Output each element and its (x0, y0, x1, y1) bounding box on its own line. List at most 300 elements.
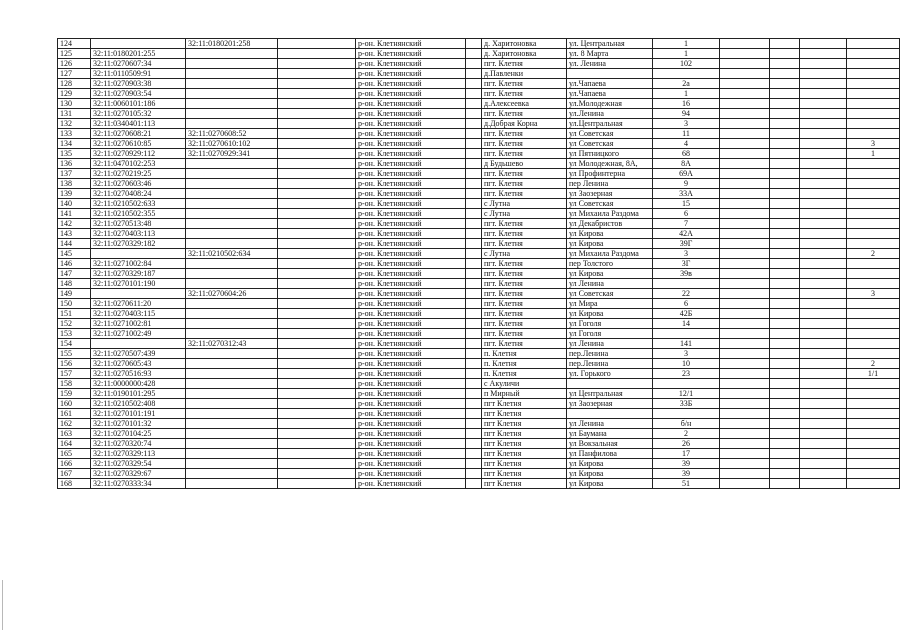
house-number-cell: 1 (653, 49, 720, 59)
district-cell: р-он. Клетнянский (356, 209, 466, 219)
apartment-count-cell (847, 69, 900, 79)
apartment-count-cell (847, 299, 900, 309)
apartment-count-cell (847, 379, 900, 389)
table-row (58, 409, 900, 419)
extra-col-3-cell (800, 79, 847, 89)
house-number-cell: 6 (653, 299, 720, 309)
extra-col-1-cell (720, 269, 770, 279)
street-cell: ул Гоголя (567, 329, 653, 339)
district-cell: р-он. Клетнянский (356, 149, 466, 159)
house-number-cell: 33А (653, 189, 720, 199)
row-number-cell: 126 (58, 59, 91, 69)
settlement-cell: пгт. Клетня (482, 239, 567, 249)
extra-col-2-cell (770, 319, 800, 329)
settlement-cell: д.Алексеевка (482, 99, 567, 109)
extra-col-3-cell (800, 429, 847, 439)
table-row (58, 359, 900, 369)
apartment-count-cell (847, 459, 900, 469)
settlement-cell: пгт. Клетня (482, 299, 567, 309)
extra-col-3-cell (800, 149, 847, 159)
extra-col-2-cell (770, 109, 800, 119)
blank-col-cell (278, 149, 356, 159)
blank-col-cell (278, 319, 356, 329)
house-number-cell: 2 (653, 429, 720, 439)
house-number-cell: 1 (653, 39, 720, 49)
extra-col-3-cell (800, 39, 847, 49)
settlement-cell: пгт. Клетня (482, 339, 567, 349)
table-row (58, 389, 900, 399)
blank-col-2-cell (466, 409, 482, 419)
district-cell: р-он. Клетнянский (356, 249, 466, 259)
house-number-cell: 42Б (653, 309, 720, 319)
cadastral-number-cell: 32:11:0271002:84 (91, 259, 186, 269)
row-number-cell: 129 (58, 89, 91, 99)
row-number-cell: 138 (58, 179, 91, 189)
house-number-cell: 33Б (653, 399, 720, 409)
blank-col-2-cell (466, 199, 482, 209)
apartment-count-cell (847, 89, 900, 99)
row-number-cell: 168 (58, 479, 91, 489)
extra-col-3-cell (800, 259, 847, 269)
extra-col-2-cell (770, 459, 800, 469)
table-row (58, 199, 900, 209)
district-cell: р-он. Клетнянский (356, 439, 466, 449)
settlement-cell: пгт. Клетня (482, 89, 567, 99)
extra-col-1-cell (720, 259, 770, 269)
apartment-count-cell (847, 439, 900, 449)
street-cell: ул. Горького (567, 369, 653, 379)
house-number-cell: 69А (653, 169, 720, 179)
extra-col-2-cell (770, 449, 800, 459)
table-row (58, 319, 900, 329)
settlement-cell: пгт. Клетня (482, 179, 567, 189)
row-number-cell: 139 (58, 189, 91, 199)
extra-col-2-cell (770, 309, 800, 319)
table-body (58, 39, 900, 489)
street-cell: ул Ленина (567, 279, 653, 289)
house-number-cell (653, 329, 720, 339)
blank-col-cell (278, 229, 356, 239)
cadastral-number-2-cell (186, 269, 278, 279)
apartment-count-cell (847, 349, 900, 359)
table-row (58, 49, 900, 59)
blank-col-cell (278, 139, 356, 149)
street-cell: ул Мира (567, 299, 653, 309)
apartment-count-cell: 2 (847, 359, 900, 369)
settlement-cell: пгт. Клетня (482, 329, 567, 339)
cadastral-number-2-cell (186, 429, 278, 439)
settlement-cell: пгт Клетня (482, 449, 567, 459)
house-number-cell: 4 (653, 139, 720, 149)
apartment-count-cell (847, 219, 900, 229)
street-cell: ул Молодежная, 8А, (567, 159, 653, 169)
district-cell: р-он. Клетнянский (356, 239, 466, 249)
extra-col-2-cell (770, 209, 800, 219)
blank-col-2-cell (466, 399, 482, 409)
cadastral-number-cell: 32:11:0270929:112 (91, 149, 186, 159)
cadastral-number-cell: 32:11:0270605:43 (91, 359, 186, 369)
apartment-count-cell (847, 329, 900, 339)
extra-col-3-cell (800, 329, 847, 339)
cadastral-number-cell: 32:11:0270903:54 (91, 89, 186, 99)
cadastral-number-2-cell (186, 459, 278, 469)
house-number-cell: 15 (653, 199, 720, 209)
row-number-cell: 167 (58, 469, 91, 479)
extra-col-2-cell (770, 219, 800, 229)
table-row (58, 469, 900, 479)
extra-col-2-cell (770, 339, 800, 349)
extra-col-3-cell (800, 279, 847, 289)
settlement-cell: пгт Клетня (482, 419, 567, 429)
extra-col-3-cell (800, 369, 847, 379)
street-cell: ул Панфилова (567, 449, 653, 459)
property-table (57, 38, 900, 489)
extra-col-2-cell (770, 129, 800, 139)
cadastral-number-cell: 32:11:0470102:253 (91, 159, 186, 169)
cadastral-number-2-cell (186, 369, 278, 379)
cadastral-number-2-cell: 32:11:0180201:258 (186, 39, 278, 49)
extra-col-2-cell (770, 469, 800, 479)
extra-col-1-cell (720, 199, 770, 209)
house-number-cell: 42А (653, 229, 720, 239)
blank-col-2-cell (466, 469, 482, 479)
settlement-cell: пгт. Клетня (482, 129, 567, 139)
street-cell: ул.Центральная (567, 119, 653, 129)
table-row (58, 439, 900, 449)
street-cell: ул Заозерная (567, 189, 653, 199)
scan-edge-mark (2, 580, 3, 630)
cadastral-number-cell: 32:11:0270329:67 (91, 469, 186, 479)
house-number-cell: 16 (653, 99, 720, 109)
row-number-cell: 140 (58, 199, 91, 209)
cadastral-number-2-cell (186, 109, 278, 119)
cadastral-number-cell: 32:11:0210502:633 (91, 199, 186, 209)
table-row (58, 79, 900, 89)
house-number-cell: 39 (653, 469, 720, 479)
house-number-cell: 39Г (653, 239, 720, 249)
extra-col-1-cell (720, 119, 770, 129)
blank-col-cell (278, 289, 356, 299)
house-number-cell: 3 (653, 349, 720, 359)
blank-col-2-cell (466, 119, 482, 129)
house-number-cell: 23 (653, 369, 720, 379)
district-cell: р-он. Клетнянский (356, 409, 466, 419)
settlement-cell: пгт. Клетня (482, 259, 567, 269)
apartment-count-cell (847, 319, 900, 329)
row-number-cell: 153 (58, 329, 91, 339)
table-row (58, 39, 900, 49)
cadastral-number-cell: 32:11:0270903:38 (91, 79, 186, 89)
table-row (58, 339, 900, 349)
blank-col-cell (278, 419, 356, 429)
blank-col-cell (278, 129, 356, 139)
blank-col-cell (278, 159, 356, 169)
extra-col-1-cell (720, 319, 770, 329)
table-row (58, 369, 900, 379)
apartment-count-cell (847, 199, 900, 209)
cadastral-number-cell: 32:11:0180201:255 (91, 49, 186, 59)
apartment-count-cell (847, 429, 900, 439)
blank-col-cell (278, 209, 356, 219)
settlement-cell: пгт. Клетня (482, 289, 567, 299)
blank-col-cell (278, 329, 356, 339)
cadastral-number-cell: 32:11:0270607:34 (91, 59, 186, 69)
extra-col-2-cell (770, 389, 800, 399)
extra-col-3-cell (800, 349, 847, 359)
cadastral-number-2-cell: 32:11:0270604:26 (186, 289, 278, 299)
settlement-cell: пгт. Клетня (482, 229, 567, 239)
settlement-cell: пгт. Клетня (482, 149, 567, 159)
blank-col-cell (278, 399, 356, 409)
street-cell: ул.Ленина (567, 109, 653, 119)
extra-col-1-cell (720, 449, 770, 459)
extra-col-1-cell (720, 59, 770, 69)
cadastral-number-cell: 32:11:0271002:81 (91, 319, 186, 329)
table-row (58, 299, 900, 309)
cadastral-number-2-cell (186, 469, 278, 479)
extra-col-3-cell (800, 419, 847, 429)
row-number-cell: 128 (58, 79, 91, 89)
apartment-count-cell (847, 399, 900, 409)
row-number-cell: 149 (58, 289, 91, 299)
house-number-cell: 7 (653, 219, 720, 229)
table-row (58, 179, 900, 189)
extra-col-1-cell (720, 89, 770, 99)
row-number-cell: 146 (58, 259, 91, 269)
house-number-cell (653, 279, 720, 289)
cadastral-number-cell: 32:11:0270403:113 (91, 229, 186, 239)
blank-col-2-cell (466, 439, 482, 449)
extra-col-1-cell (720, 239, 770, 249)
table-row (58, 289, 900, 299)
extra-col-1-cell (720, 299, 770, 309)
cadastral-number-2-cell (186, 49, 278, 59)
house-number-cell: 68 (653, 149, 720, 159)
extra-col-3-cell (800, 299, 847, 309)
street-cell: ул. Центральная (567, 39, 653, 49)
cadastral-number-cell: 32:11:0270329:113 (91, 449, 186, 459)
house-number-cell: 3 (653, 249, 720, 259)
cadastral-number-2-cell (186, 189, 278, 199)
street-cell: ул Кирова (567, 309, 653, 319)
table-row (58, 329, 900, 339)
table-row (58, 279, 900, 289)
row-number-cell: 141 (58, 209, 91, 219)
row-number-cell: 125 (58, 49, 91, 59)
table-row (58, 459, 900, 469)
extra-col-1-cell (720, 139, 770, 149)
settlement-cell: д. Харитоновка (482, 49, 567, 59)
table-row (58, 219, 900, 229)
row-number-cell: 166 (58, 459, 91, 469)
district-cell: р-он. Клетнянский (356, 429, 466, 439)
blank-col-cell (278, 189, 356, 199)
apartment-count-cell (847, 409, 900, 419)
street-cell: пер Толстого (567, 259, 653, 269)
cadastral-number-cell: 32:11:0270329:182 (91, 239, 186, 249)
street-cell: ул Михаила Раздома (567, 249, 653, 259)
extra-col-2-cell (770, 369, 800, 379)
extra-col-1-cell (720, 249, 770, 259)
cadastral-number-2-cell (186, 199, 278, 209)
district-cell: р-он. Клетнянский (356, 59, 466, 69)
extra-col-3-cell (800, 219, 847, 229)
cadastral-number-cell: 32:11:0270611:20 (91, 299, 186, 309)
table-row (58, 99, 900, 109)
street-cell: ул Кирова (567, 469, 653, 479)
cadastral-number-cell (91, 289, 186, 299)
street-cell: ул Пятницкого (567, 149, 653, 159)
blank-col-cell (278, 409, 356, 419)
extra-col-3-cell (800, 179, 847, 189)
apartment-count-cell (847, 99, 900, 109)
blank-col-2-cell (466, 189, 482, 199)
district-cell: р-он. Клетнянский (356, 269, 466, 279)
blank-col-cell (278, 469, 356, 479)
apartment-count-cell (847, 59, 900, 69)
extra-col-3-cell (800, 479, 847, 489)
apartment-count-cell (847, 309, 900, 319)
street-cell: ул Кирова (567, 269, 653, 279)
table-row (58, 149, 900, 159)
extra-col-2-cell (770, 299, 800, 309)
blank-col-2-cell (466, 479, 482, 489)
blank-col-2-cell (466, 129, 482, 139)
district-cell: р-он. Клетнянский (356, 169, 466, 179)
extra-col-1-cell (720, 289, 770, 299)
extra-col-3-cell (800, 49, 847, 59)
table-row (58, 89, 900, 99)
district-cell: р-он. Клетнянский (356, 189, 466, 199)
blank-col-cell (278, 389, 356, 399)
cadastral-number-cell: 32:11:0270403:115 (91, 309, 186, 319)
apartment-count-cell (847, 239, 900, 249)
apartment-count-cell (847, 339, 900, 349)
extra-col-3-cell (800, 249, 847, 259)
extra-col-1-cell (720, 189, 770, 199)
extra-col-3-cell (800, 399, 847, 409)
blank-col-2-cell (466, 389, 482, 399)
extra-col-1-cell (720, 129, 770, 139)
extra-col-1-cell (720, 229, 770, 239)
district-cell: р-он. Клетнянский (356, 79, 466, 89)
district-cell: р-он. Клетнянский (356, 459, 466, 469)
cadastral-number-2-cell (186, 119, 278, 129)
row-number-cell: 127 (58, 69, 91, 79)
cadastral-number-2-cell (186, 399, 278, 409)
table-row (58, 399, 900, 409)
blank-col-2-cell (466, 139, 482, 149)
row-number-cell: 135 (58, 149, 91, 159)
row-number-cell: 160 (58, 399, 91, 409)
blank-col-2-cell (466, 449, 482, 459)
house-number-cell: 1 (653, 89, 720, 99)
blank-col-cell (278, 59, 356, 69)
extra-col-2-cell (770, 119, 800, 129)
extra-col-2-cell (770, 169, 800, 179)
blank-col-2-cell (466, 319, 482, 329)
extra-col-2-cell (770, 159, 800, 169)
street-cell: ул Кирова (567, 479, 653, 489)
cadastral-number-cell (91, 249, 186, 259)
row-number-cell: 131 (58, 109, 91, 119)
cadastral-number-2-cell (186, 239, 278, 249)
district-cell: р-он. Клетнянский (356, 389, 466, 399)
settlement-cell: пгт. Клетня (482, 269, 567, 279)
cadastral-number-2-cell: 32:11:0270312:43 (186, 339, 278, 349)
extra-col-1-cell (720, 219, 770, 229)
extra-col-1-cell (720, 279, 770, 289)
table-row (58, 379, 900, 389)
settlement-cell: д.Павленки (482, 69, 567, 79)
extra-col-1-cell (720, 169, 770, 179)
house-number-cell: 9 (653, 179, 720, 189)
cadastral-number-2-cell (186, 89, 278, 99)
extra-col-2-cell (770, 149, 800, 159)
settlement-cell: пгт. Клетня (482, 309, 567, 319)
table-row (58, 349, 900, 359)
district-cell: р-он. Клетнянский (356, 469, 466, 479)
street-cell: ул Кирова (567, 229, 653, 239)
blank-col-cell (278, 109, 356, 119)
street-cell: ул Гоголя (567, 319, 653, 329)
house-number-cell: 51 (653, 479, 720, 489)
extra-col-2-cell (770, 289, 800, 299)
settlement-cell: пгт Клетня (482, 429, 567, 439)
table-row (58, 229, 900, 239)
blank-col-2-cell (466, 259, 482, 269)
house-number-cell: 10 (653, 359, 720, 369)
street-cell (567, 379, 653, 389)
cadastral-number-cell: 32:11:0270603:46 (91, 179, 186, 189)
extra-col-1-cell (720, 79, 770, 89)
blank-col-cell (278, 369, 356, 379)
extra-col-2-cell (770, 379, 800, 389)
row-number-cell: 148 (58, 279, 91, 289)
extra-col-3-cell (800, 439, 847, 449)
table-row (58, 479, 900, 489)
row-number-cell: 159 (58, 389, 91, 399)
row-number-cell: 133 (58, 129, 91, 139)
house-number-cell: 12/1 (653, 389, 720, 399)
extra-col-3-cell (800, 409, 847, 419)
extra-col-3-cell (800, 109, 847, 119)
street-cell: ул Декабристов (567, 219, 653, 229)
cadastral-number-cell: 32:11:0270329:54 (91, 459, 186, 469)
blank-col-2-cell (466, 59, 482, 69)
district-cell: р-он. Клетнянский (356, 219, 466, 229)
district-cell: р-он. Клетнянский (356, 339, 466, 349)
cadastral-number-2-cell (186, 229, 278, 239)
extra-col-3-cell (800, 139, 847, 149)
row-number-cell: 136 (58, 159, 91, 169)
blank-col-cell (278, 99, 356, 109)
blank-col-2-cell (466, 79, 482, 89)
table-row (58, 59, 900, 69)
settlement-cell: пгт. Клетня (482, 219, 567, 229)
extra-col-3-cell (800, 69, 847, 79)
extra-col-3-cell (800, 119, 847, 129)
street-cell: ул Советская (567, 199, 653, 209)
cadastral-number-2-cell (186, 299, 278, 309)
blank-col-cell (278, 439, 356, 449)
extra-col-3-cell (800, 199, 847, 209)
cadastral-number-cell: 32:11:0340401:113 (91, 119, 186, 129)
blank-col-2-cell (466, 149, 482, 159)
extra-col-1-cell (720, 69, 770, 79)
district-cell: р-он. Клетнянский (356, 89, 466, 99)
cadastral-number-cell: 32:11:0270219:25 (91, 169, 186, 179)
